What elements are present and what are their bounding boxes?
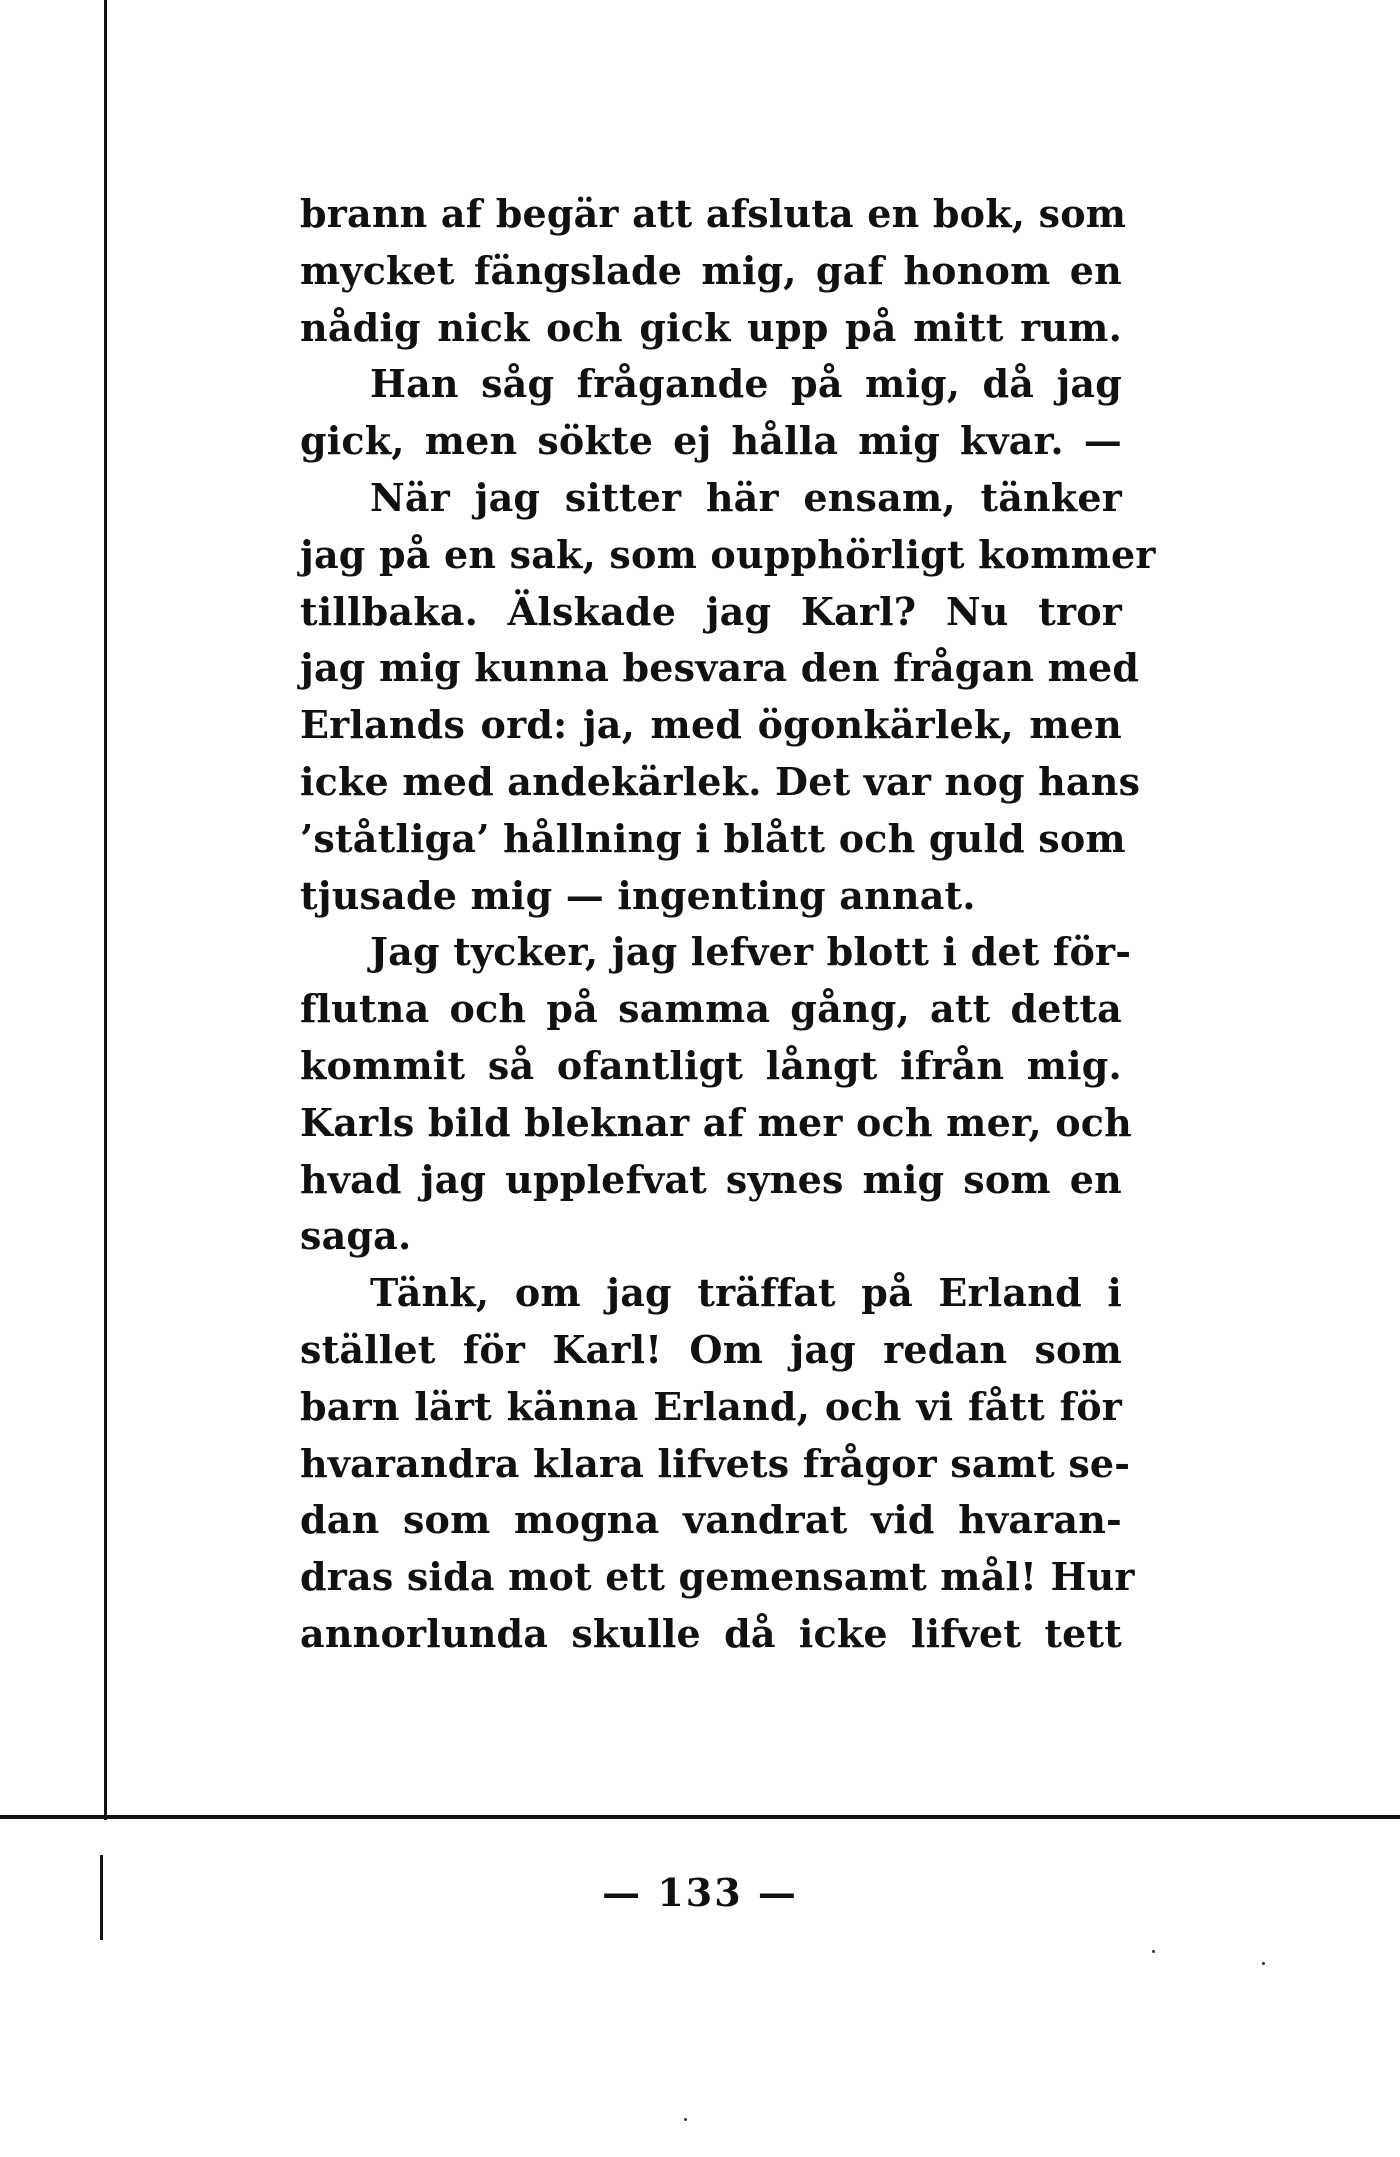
text-line: gick, men sökte ej hålla mig kvar. — — [300, 418, 1122, 464]
text-line: jag mig kunna besvara den frågan med — [300, 645, 1140, 691]
text-line: flutna och på samma gång, att detta — [300, 986, 1122, 1032]
text-line: saga. — [300, 1213, 412, 1259]
text-line: Tänk, om jag träffat på Erland i — [370, 1270, 1122, 1316]
scan-speck — [1152, 1950, 1155, 1953]
binding-edge — [104, 0, 107, 1820]
text-line: Karls bild bleknar af mer och mer, och — [300, 1099, 1132, 1145]
text-line: annorlunda skulle då icke lifvet tett — [300, 1610, 1122, 1656]
text-line: tjusade mig — ingenting annat. — [300, 872, 976, 918]
text-line: barn lärt känna Erland, och vi fått för — [300, 1383, 1122, 1429]
text-line: brann af begär att afsluta en bok, som — [300, 191, 1127, 236]
text-line: dan som mogna vandrat vid hvaran- — [300, 1497, 1122, 1543]
text-line: hvarandra klara lifvets frågor samt se- — [300, 1440, 1131, 1486]
text-line: Jag tycker, jag lefver blott i det för- — [370, 929, 1132, 975]
text-line: icke med andekärlek. Det var nog hans — [300, 758, 1141, 804]
text-line: nådig nick och gick upp på mitt rum. — [300, 304, 1122, 350]
text-line: hvad jag upplefvat synes mig som en — [300, 1156, 1122, 1202]
body-text — [300, 186, 1156, 1663]
text-line: dras sida mot ett gemensamt mål! Hur — [300, 1554, 1135, 1600]
text-line: jag på en sak, som oupphörligt kommer — [300, 531, 1156, 577]
text-line: När jag sitter här ensam, tänker — [370, 474, 1122, 520]
text-line: Erlands ord: ja, med ögonkärlek, men — [300, 702, 1122, 748]
text-line: stället för Karl! Om jag redan som — [300, 1326, 1122, 1372]
text-line: tillbaka. Älskade jag Karl? Nu tror — [300, 588, 1122, 634]
page-number: — 133 — — [602, 1870, 798, 1915]
text-line: kommit så ofantligt långt ifrån mig. — [300, 1042, 1122, 1088]
text-line: Han såg frågande på mig, då jag — [370, 361, 1122, 407]
scan-speck — [684, 2118, 687, 2121]
page-crop-rule — [0, 1815, 1400, 1819]
scan-speck — [1262, 1962, 1265, 1965]
text-line: mycket fängslade mig, gaf honom en — [300, 247, 1122, 293]
text-line: ’ståtliga’ hållning i blått och guld som — [300, 815, 1126, 861]
